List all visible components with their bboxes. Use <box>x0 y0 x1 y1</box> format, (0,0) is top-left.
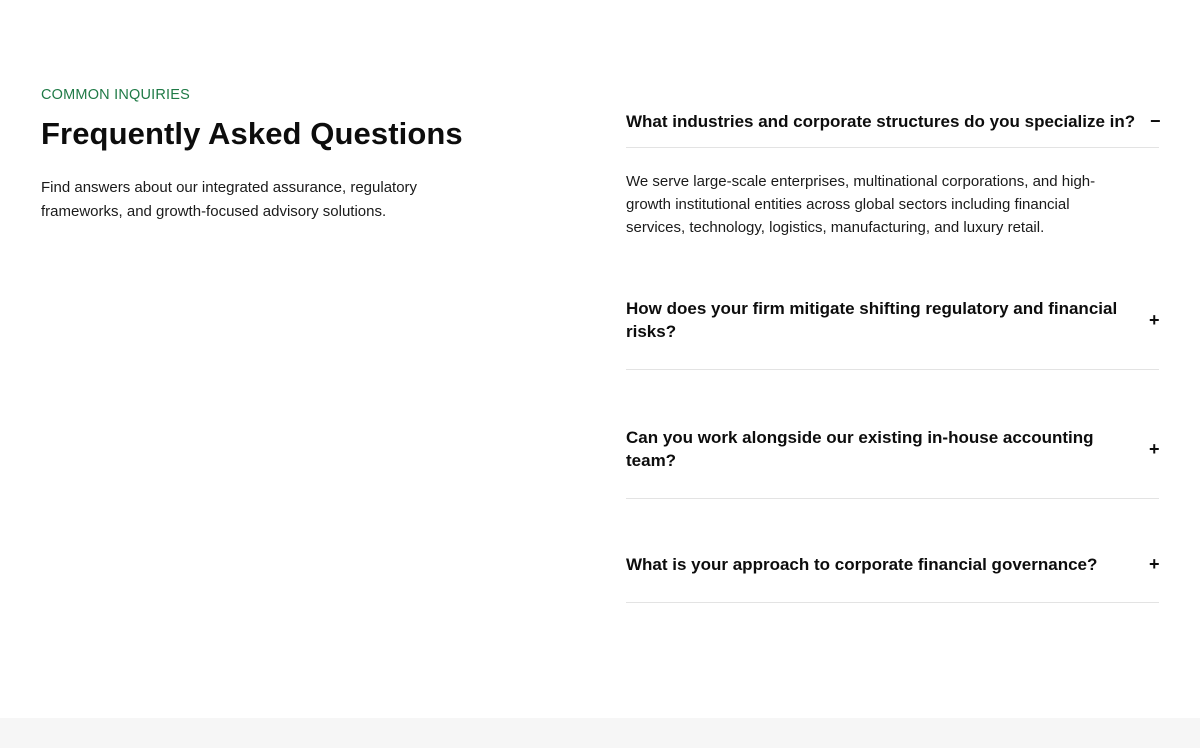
faq-intro <box>41 86 511 224</box>
faq-item <box>626 370 1159 499</box>
faq-question-button[interactable] <box>626 499 1159 602</box>
page-title: Frequently Asked Questions <box>41 116 463 151</box>
plus-icon[interactable]: + <box>1149 554 1160 574</box>
faq-question-text: What is your approach to corporate financial governance? <box>626 555 1098 574</box>
faq-question-button[interactable] <box>626 370 1159 498</box>
faq-question-text: How does your firm mitigate shifting regulatory and financial risks? <box>626 299 1118 341</box>
faq-item <box>626 95 1159 148</box>
faq-question-button[interactable] <box>626 95 1159 147</box>
minus-icon[interactable]: − <box>1150 111 1161 131</box>
footer-band <box>0 718 1200 748</box>
faq-accordion <box>626 95 1159 603</box>
plus-icon[interactable]: + <box>1149 438 1160 459</box>
section-subtitle: Find answers about our integrated assurance, regulatory frameworks, and growth-focused advisory solutions. <box>41 179 418 220</box>
faq-answer: We serve large-scale enterprises, multinational corporations, and high-growth institutional entities across global sectors including financial services, technology, logistics, manufacturing, and luxury retail. <box>626 173 1096 236</box>
faq-question-text: Can you work alongside our existing in-house accounting team? <box>626 428 1094 470</box>
plus-icon[interactable]: + <box>1149 309 1160 330</box>
faq-item <box>626 239 1159 370</box>
faq-question-button[interactable] <box>626 239 1159 369</box>
faq-item <box>626 499 1159 603</box>
faq-question-text: What industries and corporate structures do you specialize in? <box>626 112 1136 131</box>
section-eyebrow: COMMON INQUIRIES <box>41 87 191 103</box>
